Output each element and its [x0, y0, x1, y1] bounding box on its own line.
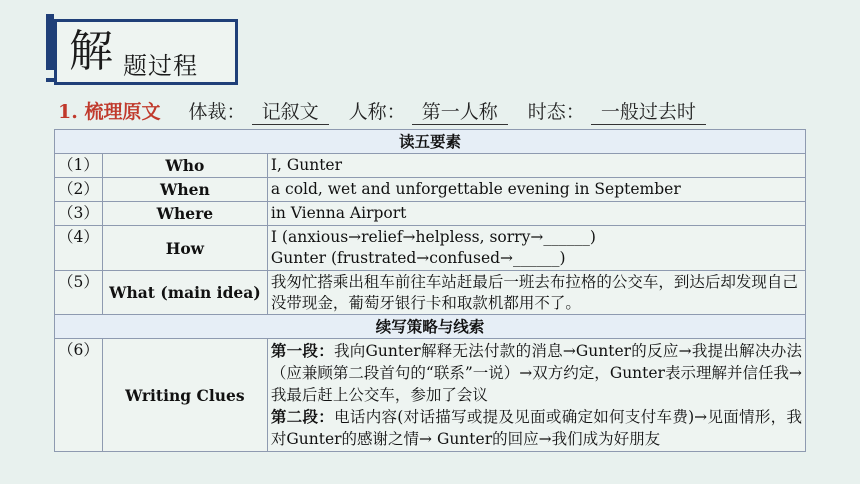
genre-label: 体裁：	[188, 101, 246, 123]
how-line-1: I (anxious→relief→helpless, sorry→______)	[270, 228, 596, 246]
table-row	[55, 271, 806, 315]
tense-label: 时态：	[527, 101, 585, 123]
row-number: （2）	[55, 178, 103, 202]
row-label: Who	[102, 154, 267, 178]
section-header-row	[55, 315, 806, 339]
analysis-table	[54, 129, 806, 452]
person-value: 第一人称	[412, 97, 508, 125]
table-row	[55, 202, 806, 226]
table-row	[55, 178, 806, 202]
tense-value: 一般过去时	[591, 97, 706, 125]
row-label: Where	[102, 202, 267, 226]
row-value: 我匆忙搭乘出租车前往车站赶最后一班去布拉格的公交车，到达后却发现自己没带现金，葡萄牙银行卡和取款机都用不了。	[267, 271, 805, 315]
title-big-char: 解	[69, 26, 113, 77]
paragraph-2-heading: 第二段：	[270, 407, 335, 426]
genre-value: 记叙文	[252, 97, 329, 125]
title-rest: 题过程	[123, 52, 198, 80]
row-value: in Vienna Airport	[267, 202, 805, 226]
row-number: （6）	[55, 339, 103, 452]
row-number: （1）	[55, 154, 103, 178]
row-number: （4）	[55, 226, 103, 271]
title-decoration-bar	[46, 14, 54, 70]
row-label: What (main idea)	[102, 271, 267, 315]
table-row	[55, 154, 806, 178]
paragraph-2-text: 电话内容(对话描写或提及见面或确定如何支付车费)→见面情形，我对Gunter的感谢之情→ Gunter的回应→我们成为好朋友	[270, 408, 802, 448]
person-label: 人称：	[348, 101, 406, 123]
row-label: How	[102, 226, 267, 271]
table-row	[55, 339, 806, 452]
row-label: Writing Clues	[102, 339, 267, 452]
section-header-elements: 读五要素	[55, 130, 806, 154]
section-header-row	[55, 130, 806, 154]
row-label: When	[102, 178, 267, 202]
paragraph-1-heading: 第一段：	[270, 341, 334, 360]
summary-heading: 1. 梳理原文	[58, 101, 161, 123]
paragraph-1-text: 我向Gunter解释无法付款的消息→Gunter的反应→我提出解决办法（应兼顾第二段首句的“联系”一说）→双方约定，Gunter表示理解并信任我→我最后赶上公交车，参加了会议	[270, 342, 802, 404]
section-title-box	[54, 19, 238, 85]
table-row	[55, 226, 806, 271]
row-number: （5）	[55, 271, 103, 315]
row-value: I, Gunter	[267, 154, 805, 178]
section-header-strategy: 续写策略与线索	[55, 315, 806, 339]
row-value	[267, 226, 805, 271]
how-line-2: Gunter (frustrated→confused→______)	[270, 249, 566, 267]
writing-clues-text	[267, 339, 805, 452]
row-value: a cold, wet and unforgettable evening in September	[267, 178, 805, 202]
summary-line	[58, 97, 720, 125]
row-number: （3）	[55, 202, 103, 226]
